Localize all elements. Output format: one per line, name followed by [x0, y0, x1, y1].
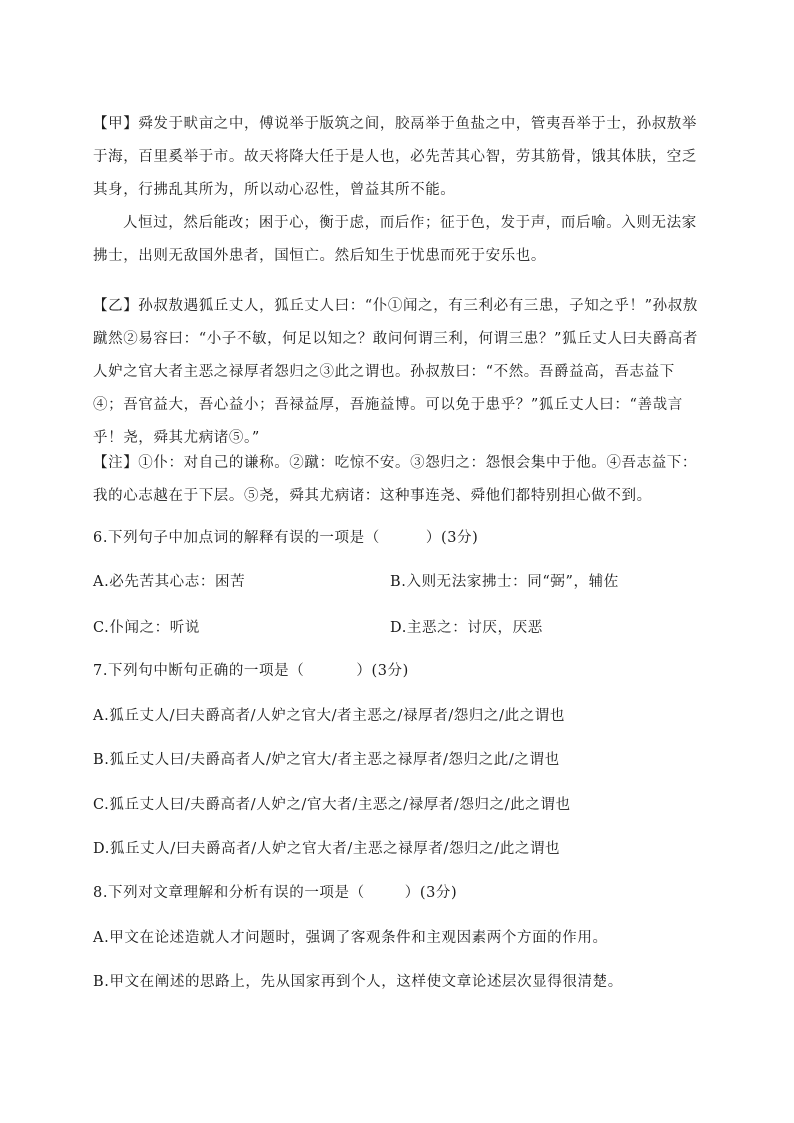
question-6-stem-text: 6.下列句子中加点词的解释有误的一项是（ — [93, 530, 380, 546]
question-7-option-d: D.狐丘丈人/曰夫爵高者/人妒之官大者/主恶之禄厚者/怨归之/此之谓也 — [93, 841, 561, 857]
question-8-stem-text: 8.下列对文章理解和分析有误的一项是（ — [93, 885, 365, 901]
question-8-option-a: A.甲文在论述造就人才问题时，强调了客观条件和主观因素两个方面的作用。 — [93, 930, 608, 946]
question-6-option-d: D.主恶之：讨厌，厌恶 — [390, 620, 543, 636]
passage-jia-paragraph-1: 【甲】舜发于畎亩之中，傅说举于版筑之间，胶鬲举于鱼盐之中，管夷吾举于士，孙叔敖举于海，百里奚举于市。故天将降大任于是人也，必先苦其心智，劳其筋骨，饿其体肤，空乏其身，行拂乱其所为，所以动心忍性，曾益其所不能。 — [93, 116, 697, 198]
question-6-score: ）(3分) — [425, 530, 479, 546]
question-8-score: ）(3分) — [404, 885, 458, 901]
question-6-stem — [93, 528, 478, 548]
question-8-stem — [93, 883, 457, 903]
question-7-option-a: A.狐丘丈人/曰夫爵高者/人妒之官大/者主恶之/禄厚者/怨归之/此之谓也 — [93, 708, 565, 724]
question-7-score: ）(3分) — [356, 663, 409, 679]
passage-jia-paragraph-2: 人恒过，然后能改；困于心，衡于虑，而后作；征于色，发于声，而后喻。入则无法家拂士，出则无敌国外患者，国恒亡。然后知生于忧患而死于安乐也。 — [93, 215, 697, 264]
question-7-option-b: B.狐丘丈人曰/夫爵高者人/妒之官大/者主恶之禄厚者/怨归之此/之谓也 — [93, 752, 560, 768]
question-6-option-c: C.仆闻之：听说 — [93, 620, 200, 636]
question-8-option-b: B.甲文在阐述的思路上，先从国家再到个人，这样使文章论述层次显得很清楚。 — [93, 974, 623, 990]
passage-yi-paragraph: 【乙】孙叔敖遇狐丘丈人，狐丘丈人曰：“仆①闻之，有三利必有三患，子知之乎！”孙叔敖蹴然②易容曰：“小子不敏，何足以知之？敢问何谓三利，何谓三患？”狐丘丈人曰夫爵高者人妒之官大者主恶之禄厚者怨归之③此之谓也。孙叔敖曰：“不然。吾爵益高，吾志益下④；吾官益大，吾心益小；吾禄益厚，吾施益博。可以免于患乎？”狐丘丈人曰：“善哉言乎！尧，舜其尤病诸⑤。” — [93, 298, 698, 446]
question-6-option-a: A.必先苦其心志：困苦 — [93, 574, 246, 590]
notes-paragraph: 【注】①仆：对自己的谦称。②蹴：吃惊不安。③怨归之：怨恨会集中于他。④吾志益下：我的心志越在于下层。⑤尧，舜其尤病诸：这种事连尧、舜他们都特别担心做不到。 — [93, 455, 697, 504]
question-7-option-c: C.狐丘丈人曰/夫爵高者/人妒之/官大者/主恶之/禄厚者/怨归之/此之谓也 — [93, 797, 571, 813]
question-6-option-b: B.入则无法家拂士：同“弼”，辅佐 — [390, 574, 619, 590]
question-7-stem-text: 7.下列句中断句正确的一项是（ — [93, 663, 305, 679]
question-7-stem — [93, 661, 409, 681]
